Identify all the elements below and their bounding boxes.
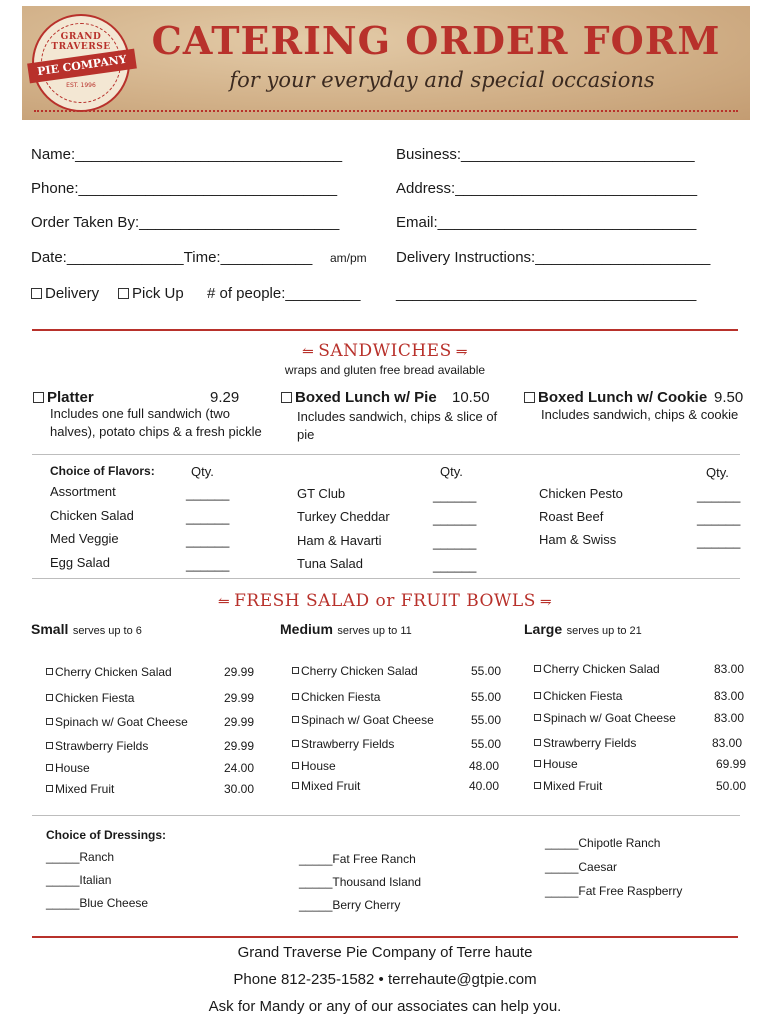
- salads-divider: [32, 578, 740, 579]
- dressing-item[interactable]: _____Blue Cheese: [46, 896, 149, 910]
- qty-header: Qty.: [440, 464, 463, 479]
- salad-option-small[interactable]: [46, 739, 148, 753]
- size-name: Small: [31, 621, 69, 637]
- qty-blank[interactable]: ______: [433, 558, 477, 573]
- salad-option-large[interactable]: [534, 689, 622, 703]
- ampm-label: am/pm: [330, 251, 367, 265]
- salad-name: Cherry Chicken Salad: [55, 665, 172, 679]
- platter-label: Platter: [47, 389, 94, 406]
- name-field[interactable]: Name:________________________________: [31, 146, 343, 163]
- salad-price: 83.00: [712, 736, 743, 750]
- platter-option[interactable]: [33, 389, 94, 406]
- boxed-cookie-desc: Includes sandwich, chips & cookie: [541, 407, 739, 422]
- qty-blank[interactable]: ______: [697, 488, 741, 503]
- salad-name: House: [543, 757, 578, 771]
- header-banner: [22, 6, 750, 120]
- boxed-cookie-option[interactable]: [524, 389, 707, 406]
- size-medium: [280, 621, 412, 639]
- salad-checkbox[interactable]: [46, 668, 53, 675]
- flavor-item: GT Club: [297, 486, 346, 501]
- boxed-pie-price: 10.50: [452, 389, 490, 406]
- qty-header: Qty.: [706, 465, 729, 480]
- salad-checkbox[interactable]: [534, 760, 541, 767]
- size-name: Large: [524, 621, 563, 637]
- sandwiches-heading-text: SANDWICHES: [318, 341, 452, 361]
- business-field[interactable]: Business:____________________________: [396, 146, 695, 163]
- salad-price: 55.00: [471, 713, 502, 727]
- salad-price: 83.00: [714, 662, 745, 676]
- boxed-pie-desc: Includes sandwich, chips & slice of: [297, 409, 498, 424]
- salad-checkbox[interactable]: [46, 785, 53, 792]
- company-logo: [32, 14, 130, 112]
- salad-option-medium[interactable]: [292, 713, 434, 727]
- salad-price: 55.00: [471, 737, 502, 751]
- platter-checkbox[interactable]: [33, 392, 44, 403]
- flavor-item: Med Veggie: [50, 531, 119, 546]
- salad-name: Chicken Fiesta: [301, 690, 381, 704]
- salad-price: 50.00: [716, 779, 747, 793]
- salad-option-medium[interactable]: [292, 779, 360, 793]
- salad-option-small[interactable]: [46, 761, 90, 775]
- delivery-checkbox[interactable]: [31, 288, 42, 299]
- boxed-pie-label: Boxed Lunch w/ Pie: [295, 389, 437, 406]
- section-divider: [32, 329, 738, 331]
- size-large: [524, 621, 642, 639]
- boxed-cookie-label: Boxed Lunch w/ Cookie: [538, 389, 708, 406]
- flavors-divider: [32, 454, 740, 455]
- dressing-item[interactable]: _____Fat Free Raspberry: [545, 884, 683, 898]
- platter-price: 9.29: [210, 389, 240, 406]
- salad-checkbox[interactable]: [534, 739, 541, 746]
- salad-checkbox[interactable]: [534, 692, 541, 699]
- flavor-item: Turkey Cheddar: [297, 509, 390, 524]
- salad-option-small[interactable]: [46, 665, 172, 679]
- dressing-item[interactable]: _____Caesar: [545, 860, 618, 874]
- delivery-option[interactable]: [31, 285, 99, 302]
- salad-option-medium[interactable]: [292, 759, 336, 773]
- address-field[interactable]: Address:_____________________________: [396, 180, 698, 197]
- salad-price: 83.00: [714, 689, 745, 703]
- dressing-item[interactable]: _____Thousand Island: [299, 875, 422, 889]
- swirl-right-icon: ⥭: [539, 594, 553, 610]
- salad-price: 29.99: [224, 739, 255, 753]
- email-field[interactable]: Email:_______________________________: [396, 214, 697, 231]
- salad-name: House: [55, 761, 90, 775]
- salads-heading: [0, 591, 770, 611]
- boxed-pie-checkbox[interactable]: [281, 392, 292, 403]
- qty-blank[interactable]: ______: [697, 511, 741, 526]
- boxed-pie-option[interactable]: [281, 389, 437, 406]
- size-serves: serves up to 11: [337, 625, 412, 637]
- platter-desc: halves), potato chips & a fresh pickle: [50, 424, 262, 439]
- salad-price: 83.00: [714, 711, 745, 725]
- choice-of-dressings-label: Choice of Dressings:: [46, 828, 167, 842]
- footer-company: Grand Traverse Pie Company of Terre haute: [237, 944, 533, 961]
- qty-blank[interactable]: ______: [186, 533, 230, 548]
- salad-option-medium[interactable]: [292, 690, 380, 704]
- salads-heading-text: FRESH SALAD or FRUIT BOWLS: [234, 591, 536, 611]
- salad-name: House: [301, 759, 336, 773]
- swirl-left-icon: ⥪: [217, 594, 231, 610]
- flavor-item: Chicken Salad: [50, 508, 134, 523]
- sandwiches-note: wraps and gluten free bread available: [284, 363, 486, 377]
- salad-price: 29.99: [224, 665, 255, 679]
- footer-divider: [32, 936, 738, 938]
- salad-price: 69.99: [716, 757, 747, 771]
- salad-name: Spinach w/ Goat Cheese: [543, 711, 676, 725]
- flavor-item: Ham & Swiss: [539, 532, 617, 547]
- qty-blank[interactable]: ______: [186, 557, 230, 572]
- flavor-item: Chicken Pesto: [539, 486, 623, 501]
- pickup-option[interactable]: [118, 285, 184, 302]
- salad-price: 30.00: [224, 782, 255, 796]
- logo-top-text: GRAND TRAVERSE: [51, 32, 111, 52]
- qty-header: Qty.: [191, 464, 214, 479]
- salad-price: 55.00: [471, 690, 502, 704]
- salad-checkbox[interactable]: [46, 742, 53, 749]
- logo-est-text: EST. 1996: [66, 82, 96, 89]
- choice-of-flavors-label: Choice of Flavors:: [50, 464, 155, 478]
- size-serves: serves up to 21: [566, 625, 642, 637]
- salad-price: 24.00: [224, 761, 255, 775]
- flavor-item: Roast Beef: [539, 509, 604, 524]
- dressing-item[interactable]: _____Berry Cherry: [299, 898, 401, 912]
- salad-price: 48.00: [469, 759, 500, 773]
- salad-name: Mixed Fruit: [55, 782, 115, 796]
- salad-option-medium[interactable]: [292, 737, 394, 751]
- qty-blank[interactable]: ______: [433, 511, 477, 526]
- qty-blank[interactable]: ______: [186, 486, 230, 501]
- delivery-instructions-field[interactable]: Delivery Instructions:_____________________: [396, 249, 711, 266]
- salad-price: 29.99: [224, 715, 255, 729]
- footer-contact: Phone 812-235-1582 • terrehaute@gtpie.com: [233, 971, 537, 988]
- qty-blank[interactable]: ______: [186, 510, 230, 525]
- phone-field[interactable]: Phone:_______________________________: [31, 180, 338, 197]
- sandwiches-heading: [0, 341, 770, 361]
- logo-band-text: PIE COMPANY: [27, 49, 137, 84]
- salad-price: 40.00: [469, 779, 500, 793]
- size-small: [31, 621, 142, 639]
- form-title: CATERING ORDER FORM: [151, 18, 721, 63]
- salad-option-medium[interactable]: [292, 664, 418, 678]
- qty-blank[interactable]: ______: [433, 488, 477, 503]
- platter-desc: Includes one full sandwich (two: [50, 406, 230, 421]
- boxed-pie-desc: pie: [297, 427, 315, 442]
- swirl-right-icon: ⥭: [455, 344, 468, 360]
- salad-checkbox[interactable]: [292, 693, 299, 700]
- salad-option-large[interactable]: [534, 736, 636, 750]
- salad-name: Mixed Fruit: [543, 779, 603, 793]
- salad-name: Mixed Fruit: [301, 779, 361, 793]
- salad-name: Cherry Chicken Salad: [543, 662, 660, 676]
- salad-name: Strawberry Fields: [55, 739, 149, 753]
- salad-option-large[interactable]: [534, 779, 602, 793]
- footer-note: Ask for Mandy or any of our associates can help you.: [208, 998, 562, 1015]
- salad-name: Strawberry Fields: [543, 736, 637, 750]
- salad-checkbox[interactable]: [292, 782, 299, 789]
- salad-checkbox[interactable]: [534, 782, 541, 789]
- salad-option-small[interactable]: [46, 691, 134, 705]
- salad-checkbox[interactable]: [292, 716, 299, 723]
- salad-option-large[interactable]: [534, 711, 676, 725]
- salad-checkbox[interactable]: [534, 714, 541, 721]
- salad-name: Cherry Chicken Salad: [301, 664, 418, 678]
- salad-name: Spinach w/ Goat Cheese: [55, 715, 188, 729]
- order-taken-by-field[interactable]: Order Taken By:________________________: [31, 214, 340, 231]
- swirl-left-icon: ⥪: [302, 344, 315, 360]
- date-time-field[interactable]: Date:______________Time:___________: [31, 249, 313, 266]
- salad-checkbox[interactable]: [292, 762, 299, 769]
- flavor-item: Egg Salad: [50, 555, 110, 570]
- salad-checkbox[interactable]: [46, 764, 53, 771]
- pickup-label: Pick Up: [132, 285, 184, 302]
- salad-name: Chicken Fiesta: [543, 689, 623, 703]
- salad-name: Spinach w/ Goat Cheese: [301, 713, 434, 727]
- qty-blank[interactable]: ______: [433, 535, 477, 550]
- size-serves: serves up to 6: [72, 625, 142, 637]
- delivery-label: Delivery: [45, 285, 100, 302]
- salad-name: Strawberry Fields: [301, 737, 395, 751]
- boxed-cookie-checkbox[interactable]: [524, 392, 535, 403]
- size-name: Medium: [280, 621, 333, 637]
- delivery-instructions-line[interactable]: ____________________________________: [396, 285, 697, 302]
- salad-checkbox[interactable]: [292, 740, 299, 747]
- salad-checkbox[interactable]: [534, 665, 541, 672]
- salad-name: Chicken Fiesta: [55, 691, 135, 705]
- salad-price: 55.00: [471, 664, 502, 678]
- dressing-item[interactable]: _____Ranch: [46, 850, 115, 864]
- salad-price: 29.99: [224, 691, 255, 705]
- salad-option-large[interactable]: [534, 662, 660, 676]
- qty-blank[interactable]: ______: [697, 534, 741, 549]
- flavor-item: Ham & Havarti: [297, 533, 382, 548]
- salad-checkbox[interactable]: [292, 667, 299, 674]
- salad-option-large[interactable]: [534, 757, 578, 771]
- flavor-item: Tuna Salad: [297, 556, 364, 571]
- dressing-item[interactable]: _____Italian: [46, 873, 112, 887]
- salad-checkbox[interactable]: [46, 694, 53, 701]
- dressing-item[interactable]: _____Chipotle Ranch: [545, 836, 661, 850]
- header-divider: [34, 110, 738, 112]
- dressing-item[interactable]: _____Fat Free Ranch: [299, 852, 416, 866]
- flavor-item: Assortment: [50, 484, 116, 499]
- boxed-cookie-price: 9.50: [714, 389, 744, 406]
- salad-option-small[interactable]: [46, 782, 114, 796]
- form-subtitle: for your everyday and special occasions: [229, 68, 655, 92]
- pickup-checkbox[interactable]: [118, 288, 129, 299]
- salad-option-small[interactable]: [46, 715, 188, 729]
- dressings-divider: [32, 815, 740, 816]
- people-field[interactable]: # of people:_________: [207, 285, 361, 302]
- salad-checkbox[interactable]: [46, 718, 53, 725]
